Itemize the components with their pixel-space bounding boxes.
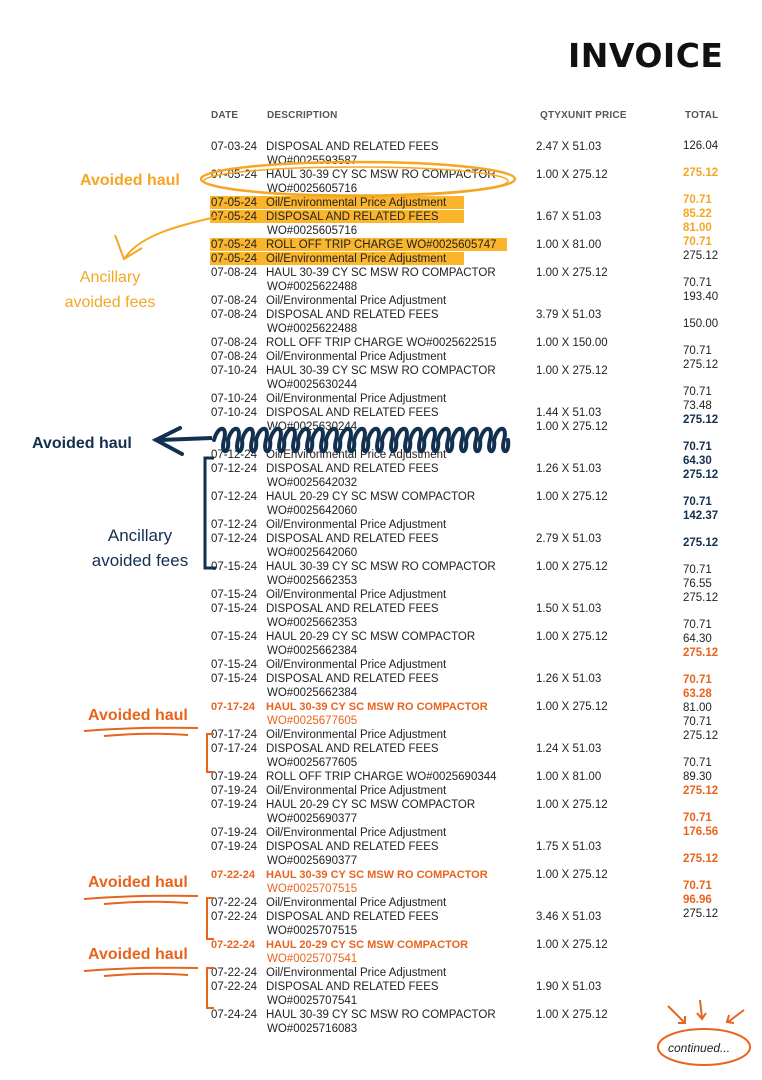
row-total: 63.28: [683, 688, 712, 700]
navy-arrow-shaft: [160, 438, 212, 440]
row-date: 07-17-24: [211, 729, 258, 741]
row-qty-price: 1.00 X 275.12: [536, 491, 608, 503]
row-description: Oil/Environmental Price Adjustment: [266, 897, 447, 909]
row-description: Oil/Environmental Price Adjustment: [266, 519, 447, 531]
orange-bracket-3: [207, 968, 214, 1008]
row-qty-price: 1.00 X 275.12: [536, 869, 608, 881]
row-work-order: WO#0025716083: [267, 1023, 358, 1035]
row-work-order: WO#0025605716: [267, 225, 358, 237]
navy-bracket: [205, 458, 216, 568]
row-total: 176.56: [683, 826, 719, 838]
row-description: Oil/Environmental Price Adjustment: [266, 393, 447, 405]
row-work-order: WO#0025662384: [267, 687, 358, 699]
row-description: ROLL OFF TRIP CHARGE WO#0025690344: [266, 771, 497, 783]
row-total: 275.12: [683, 537, 719, 549]
row-qty-price: 3.79 X 51.03: [536, 309, 602, 321]
row-qty-price: 2.47 X 51.03: [536, 141, 602, 153]
row-work-order: WO#0025662384: [267, 645, 358, 657]
row-date: 07-05-24: [211, 197, 258, 209]
row-date: 07-19-24: [211, 771, 258, 783]
row-work-order: WO#0025630244: [267, 421, 358, 433]
row-total: 70.71: [683, 386, 712, 398]
row-work-order: WO#0025677605: [267, 715, 358, 727]
row-total: 96.96: [683, 894, 712, 906]
row-date: 07-22-24: [211, 911, 258, 923]
spark-right-icon: [727, 1010, 744, 1023]
row-date: 07-22-24: [211, 981, 258, 993]
row-work-order: WO#0025707541: [267, 953, 358, 965]
row-description: Oil/Environmental Price Adjustment: [266, 659, 447, 671]
avoided-haul-label-yellow: Avoided haul: [80, 172, 180, 189]
row-total: 70.71: [683, 880, 712, 892]
row-total: 81.00: [683, 222, 712, 234]
row-total: 70.71: [683, 564, 712, 576]
row-date: 07-05-24: [211, 211, 258, 223]
row-date: 07-12-24: [211, 491, 258, 503]
row-date: 07-22-24: [211, 869, 256, 881]
row-description: ROLL OFF TRIP CHARGE WO#0025622515: [266, 337, 497, 349]
row-date: 07-05-24: [211, 253, 258, 265]
row-work-order: WO#0025677605: [267, 757, 358, 769]
row-description: DISPOSAL AND RELATED FEES: [266, 673, 439, 685]
row-qty-price: 1.44 X 51.03: [536, 407, 602, 419]
row-total: 85.22: [683, 208, 712, 220]
row-description: HAUL 30-39 CY SC MSW RO COMPACTOR: [266, 561, 496, 573]
row-date: 07-12-24: [211, 449, 258, 461]
row-total: 89.30: [683, 771, 712, 783]
row-date: 07-19-24: [211, 785, 258, 797]
row-total: 275.12: [683, 250, 719, 262]
row-description: Oil/Environmental Price Adjustment: [266, 197, 447, 209]
row-description: Oil/Environmental Price Adjustment: [266, 295, 447, 307]
row-work-order: WO#0025690377: [267, 813, 358, 825]
row-work-order: WO#0025707515: [267, 925, 358, 937]
row-work-order: WO#0025642060: [267, 505, 358, 517]
row-description: HAUL 20-29 CY SC MSW COMPACTOR: [266, 491, 476, 503]
row-total: 70.71: [683, 441, 712, 453]
row-date: 07-15-24: [211, 659, 258, 671]
avoided-haul-label-navy: Avoided haul: [32, 435, 132, 452]
row-work-order: WO#0025707541: [267, 995, 358, 1007]
row-description: Oil/Environmental Price Adjustment: [266, 589, 447, 601]
row-qty-price: 1.00 X 81.00: [536, 239, 602, 251]
row-description: DISPOSAL AND RELATED FEES: [266, 911, 439, 923]
row-total: 70.71: [683, 716, 712, 728]
orange-bracket-1: [207, 734, 214, 772]
row-description: Oil/Environmental Price Adjustment: [266, 827, 447, 839]
row-work-order: WO#0025662353: [267, 575, 358, 587]
orange-bracket-2: [207, 898, 214, 939]
row-date: 07-05-24: [211, 169, 258, 181]
row-qty-price: 1.00 X 275.12: [536, 631, 608, 643]
row-date: 07-08-24: [211, 351, 258, 363]
orange-underline-2: [84, 896, 198, 904]
row-qty-price: 1.50 X 51.03: [536, 603, 602, 615]
row-description: HAUL 30-39 CY SC MSW RO COMPACTOR: [266, 869, 488, 881]
row-date: 07-15-24: [211, 631, 258, 643]
row-total: 275.12: [683, 592, 719, 604]
row-work-order: WO#0025707515: [267, 883, 358, 895]
row-work-order: WO#0025593587: [267, 155, 358, 167]
row-description: DISPOSAL AND RELATED FEES: [266, 533, 439, 545]
row-total: 76.55: [683, 578, 712, 590]
row-work-order: WO#0025642032: [267, 477, 358, 489]
header-description: DESCRIPTION: [267, 110, 338, 121]
avoided-haul-label-orange-3: Avoided haul: [88, 946, 188, 963]
row-total: 275.12: [683, 647, 719, 659]
spark-left-icon: [668, 1006, 685, 1023]
row-date: 07-19-24: [211, 841, 258, 853]
orange-underline-3: [84, 968, 198, 976]
invoice-title: INVOICE: [568, 36, 724, 75]
row-date: 07-17-24: [211, 701, 256, 713]
ancillary-line2: avoided fees: [91, 551, 189, 570]
row-description: HAUL 30-39 CY SC MSW RO COMPACTOR: [266, 1009, 496, 1021]
row-total: 70.71: [683, 757, 712, 769]
row-work-order: WO#0025622488: [267, 281, 358, 293]
row-total: 275.12: [683, 414, 719, 426]
row-description: DISPOSAL AND RELATED FEES: [266, 603, 439, 615]
row-total: 64.30: [683, 455, 712, 467]
row-date: 07-12-24: [211, 463, 258, 475]
row-total: 275.12: [683, 908, 719, 920]
row-date: 07-22-24: [211, 967, 258, 979]
row-date: 07-15-24: [211, 589, 258, 601]
row-qty-price: 1.00 X 150.00: [536, 337, 608, 349]
row-description: Oil/Environmental Price Adjustment: [266, 351, 447, 363]
row-date: 07-12-24: [211, 533, 258, 545]
row-total: 150.00: [683, 318, 719, 330]
row-description: HAUL 20-29 CY SC MSW COMPACTOR: [266, 631, 476, 643]
row-date: 07-08-24: [211, 267, 258, 279]
row-description: ROLL OFF TRIP CHARGE WO#0025605747: [266, 239, 497, 251]
row-qty-price: 1.26 X 51.03: [536, 673, 602, 685]
row-qty-price: 1.00 X 275.12: [536, 701, 608, 713]
row-date: 07-08-24: [211, 295, 258, 307]
row-qty-price: 1.00 X 275.12: [536, 365, 608, 377]
row-qty-price: 1.00 X 275.12: [536, 169, 608, 181]
row-total: 275.12: [683, 730, 719, 742]
row-date: 07-15-24: [211, 673, 258, 685]
row-qty-price: 1.00 X 275.12: [536, 799, 608, 811]
row-description: HAUL 30-39 CY SC MSW RO COMPACTOR: [266, 365, 496, 377]
row-total: 73.48: [683, 400, 712, 412]
row-total: 275.12: [683, 167, 719, 179]
row-date: 07-08-24: [211, 309, 258, 321]
yellow-arrow-curve: [125, 216, 220, 258]
row-date: 07-10-24: [211, 365, 258, 377]
row-total: 70.71: [683, 619, 712, 631]
row-date: 07-24-24: [211, 1009, 258, 1021]
row-total: 275.12: [683, 469, 719, 481]
row-description: DISPOSAL AND RELATED FEES: [266, 463, 439, 475]
row-description: HAUL 30-39 CY SC MSW RO COMPACTOR: [266, 701, 488, 713]
row-qty-price: 2.79 X 51.03: [536, 533, 602, 545]
header-total: TOTAL: [685, 110, 719, 121]
row-description: Oil/Environmental Price Adjustment: [266, 449, 447, 461]
row-qty-price: 1.00 X 275.12: [536, 561, 608, 573]
ancillary-line1: Ancillary: [107, 526, 173, 545]
row-description: DISPOSAL AND RELATED FEES: [266, 141, 439, 153]
row-total: 70.71: [683, 496, 712, 508]
row-qty-price: 1.67 X 51.03: [536, 211, 602, 223]
row-description: Oil/Environmental Price Adjustment: [266, 729, 447, 741]
row-date: 07-19-24: [211, 827, 258, 839]
row-description: Oil/Environmental Price Adjustment: [266, 253, 447, 265]
row-total: 81.00: [683, 702, 712, 714]
navy-scribble-mark: [214, 429, 508, 452]
row-date: 07-22-24: [211, 897, 258, 909]
row-date: 07-17-24: [211, 743, 258, 755]
row-total: 275.12: [683, 785, 719, 797]
row-work-order: WO#0025642060: [267, 547, 358, 559]
avoided-haul-label-orange-1: Avoided haul: [88, 707, 188, 724]
row-work-order: WO#0025690377: [267, 855, 358, 867]
row-qty-price: 1.00 X 81.00: [536, 771, 602, 783]
orange-underline-1: [84, 728, 198, 736]
row-qty-price: 1.24 X 51.03: [536, 743, 602, 755]
row-description: DISPOSAL AND RELATED FEES: [266, 981, 439, 993]
row-total: 70.71: [683, 194, 712, 206]
row-total: 70.71: [683, 674, 712, 686]
row-qty-price: 1.00 X 275.12: [536, 1009, 608, 1021]
row-date: 07-12-24: [211, 519, 258, 531]
row-total: 275.12: [683, 359, 719, 371]
ancillary-line1: Ancillary: [79, 269, 141, 286]
row-description: DISPOSAL AND RELATED FEES: [266, 407, 439, 419]
row-work-order: WO#0025630244: [267, 379, 358, 391]
row-date: 07-03-24: [211, 141, 258, 153]
row-date: 07-05-24: [211, 239, 258, 251]
row-date: 07-10-24: [211, 407, 258, 419]
yellow-arrow-head: [115, 235, 142, 259]
row-date: 07-10-24: [211, 393, 258, 405]
row-description: HAUL 30-39 CY SC MSW RO COMPACTOR: [266, 169, 496, 181]
row-date: 07-15-24: [211, 561, 258, 573]
row-description: Oil/Environmental Price Adjustment: [266, 967, 447, 979]
yellow-oval-mark-inner: [204, 167, 508, 195]
row-qty-price: 3.46 X 51.03: [536, 911, 602, 923]
row-total: 126.04: [683, 140, 719, 152]
row-total: 70.71: [683, 236, 712, 248]
row-qty-price: 1.90 X 51.03: [536, 981, 602, 993]
row-qty-price: 1.00 X 275.12: [536, 267, 608, 279]
avoided-haul-label-orange-2: Avoided haul: [88, 874, 188, 891]
row-description: DISPOSAL AND RELATED FEES: [266, 743, 439, 755]
row-total: 193.40: [683, 291, 719, 303]
row-work-order: WO#0025662353: [267, 617, 358, 629]
spark-middle-icon: [697, 1000, 706, 1019]
row-qty-price: 1.26 X 51.03: [536, 463, 602, 475]
row-work-order: WO#0025622488: [267, 323, 358, 335]
row-date: 07-15-24: [211, 603, 258, 615]
row-qty-price: 1.75 X 51.03: [536, 841, 602, 853]
ancillary-line2: avoided fees: [64, 294, 156, 311]
row-description: DISPOSAL AND RELATED FEES: [266, 309, 439, 321]
continued-label: continued...: [668, 1041, 731, 1055]
row-description: DISPOSAL AND RELATED FEES: [266, 841, 439, 853]
row-total: 142.37: [683, 510, 719, 522]
row-description: HAUL 20-29 CY SC MSW COMPACTOR: [266, 799, 476, 811]
row-total: 70.71: [683, 345, 712, 357]
row-description: DISPOSAL AND RELATED FEES: [266, 211, 439, 223]
row-description: HAUL 30-39 CY SC MSW RO COMPACTOR: [266, 267, 496, 279]
row-total: 70.71: [683, 812, 712, 824]
header-date: DATE: [211, 110, 239, 121]
header-qty-unit-price: QTYXUNIT PRICE: [540, 110, 627, 121]
row-work-order: WO#0025605716: [267, 183, 358, 195]
row-qty-price: 1.00 X 275.12: [536, 421, 608, 433]
row-total: 64.30: [683, 633, 712, 645]
row-total: 70.71: [683, 277, 712, 289]
row-date: 07-19-24: [211, 799, 258, 811]
row-description: HAUL 20-29 CY SC MSW COMPACTOR: [266, 939, 469, 951]
row-description: Oil/Environmental Price Adjustment: [266, 785, 447, 797]
row-date: 07-22-24: [211, 939, 256, 951]
row-total: 275.12: [683, 853, 719, 865]
row-qty-price: 1.00 X 275.12: [536, 939, 608, 951]
row-date: 07-08-24: [211, 337, 258, 349]
